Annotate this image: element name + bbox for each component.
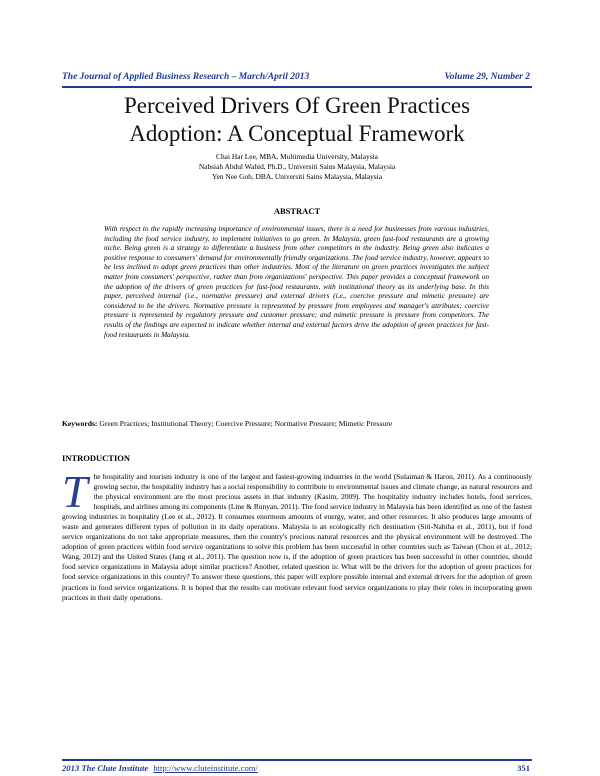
drop-cap: T <box>62 466 88 517</box>
volume-number: Volume 29, Number 2 <box>444 72 530 82</box>
paper-title <box>62 92 532 148</box>
page-number: 351 <box>517 763 530 773</box>
title-line-1: Perceived Drivers Of Green Practices <box>123 93 471 118</box>
publisher-name: 2013 The Clute Institute <box>62 763 149 773</box>
author-3: Yen Nee Goh, DBA, Universiti Sains Malaysia, Malaysia <box>211 172 383 181</box>
author-2: Nabsiah Abdul Wahid, Ph.D., Universiti Sains Malaysia, Malaysia <box>198 162 396 171</box>
author-list <box>62 152 532 182</box>
keywords-text: Green Practices; Institutional Theory; Coercive Pressure; Normative Pressure; Mimetic Pressure <box>99 419 393 428</box>
keywords <box>62 419 532 429</box>
author-1: Chai Har Lee, MBA, Multimedia University, Malaysia <box>216 152 378 161</box>
introduction-paragraph <box>62 466 532 603</box>
header-rule <box>62 86 532 88</box>
publisher-link[interactable]: http://www.cluteinstitute.com/ <box>153 763 258 773</box>
keywords-label: Keywords: <box>62 419 98 428</box>
footer-rule <box>62 759 532 761</box>
running-header <box>62 72 530 86</box>
journal-name: The Journal of Applied Business Research – March/April 2013 <box>62 72 310 82</box>
section-heading-introduction: INTRODUCTION <box>62 453 131 463</box>
abstract-text: With respect to the rapidly increasing importance of environmental issues, there is a need for businesses from various industries, including the food service industry, to implement initiatives to go green. In Malaysia, green fast-food restaurants are a growing niche. Being green is a strategy to differentiate a business from other competitors in the industry. Being green also indicates a positive response to consumers' demand for environmentally friendly organizations. The food service industry, however, appears to be less inclined to adopt green practices than other industries. Most of the literature on green practices investigates the subject matter from consumers' perspective, rather than from organizations' perspective. This paper provides a conceptual framework on the adoption of the drivers of green practices for fast-food restaurants, with institutional theory as its underlying base. In this paper, perceived internal (i.e., normative pressure) and external drivers (i.e., coercive pressure and mimetic pressure) are considered to be the drivers. Normative pressure is represented by pressure from employees and manager's attributes; coercive pressure is represented by regulatory pressure and customer pressure; and mimetic pressure is pressure from competitors. The results of the findings are expected to indicate whether internal and external factors drive the adoption of green practices for fast-food restaurants in Malaysia. <box>104 224 489 339</box>
abstract-heading: ABSTRACT <box>273 206 321 216</box>
title-line-2: Adoption: A Conceptual Framework <box>129 121 465 146</box>
introduction-text: he hospitality and tourism industry is one of the largest and fastest-growing industries in the world (Sulaiman & Haron, 2011). As a continuously growing sector, the hospitality industry has a social responsibility to contribute to environmental issues and climate change, as natural resources and the physical environment are the most precious assets in that industry (Kasim, 2009). The hospitality industry includes hotels, food services, hospitals, and airlines among its components (Line & Runyan, 2011). The food service industry in Malaysia has been identified as one of the fastest growing industries in hospitality (Lee et al., 2012). It consumes enormous amounts of energy, water, and other resources. It also produces large amounts of waste and generates different types of pollution in its daily operations. Malaysia is an ecologically rich destination (Siti-Nabiha et al., 2011), but if food service organizations do not take appropriate measures, then the country's precious natural resources and the physical environment will be destroyed. The adoption of green practices within food service organizations to solve this problem has been successful in other countries such as Taiwan (Chou et al., 2012; Wang, 2012) and the United States (Jang et al., 2011). The question now is, if the adoption of green practices has been successful in other countries, should food service organizations in Malaysia adopt similar practices? Another, related question is: What will be the drivers for the adoption of green practices for food service organizations in this country? To answer these questions, this paper will explore possible internal and external drivers for the adoption of green practices in food service organizations. It is hoped that the results can motivate relevant food service organizations to play their roles in incorporating green practices in their daily operations. <box>62 472 532 602</box>
page-footer <box>62 763 530 775</box>
